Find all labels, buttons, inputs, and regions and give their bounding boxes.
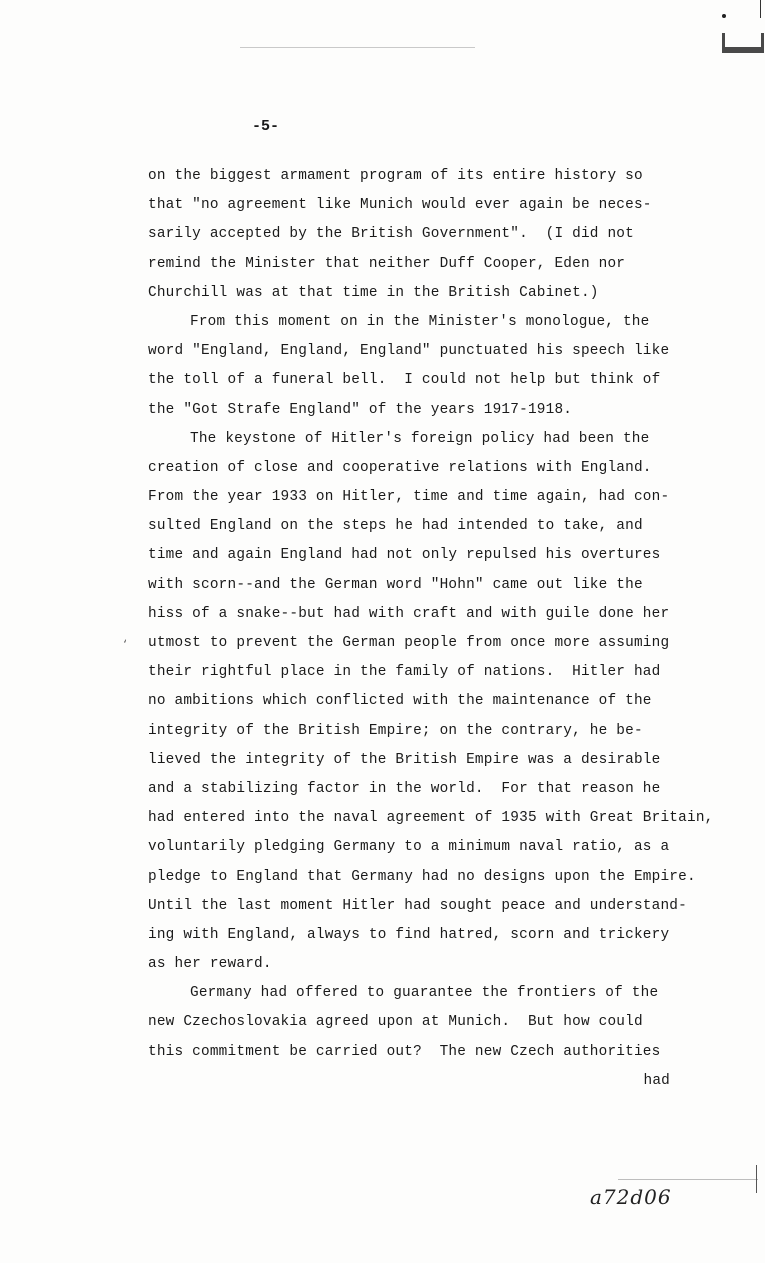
text-line: sulted England on the steps he had intended to take, and [148, 518, 643, 535]
text-line: sarily accepted by the British Government". (I did not [148, 226, 634, 243]
text-line: new Czechoslovakia agreed upon at Munich. But how could [148, 1014, 643, 1031]
catchword: had [643, 1072, 670, 1089]
paragraph-first-line: From this moment on in the Minister's monologue, the [190, 313, 650, 330]
text-line: with scorn--and the German word "Hohn" came out like the [148, 576, 643, 593]
corner-binding-mark [722, 33, 764, 53]
page-edge-mark [760, 0, 761, 18]
text-line: and a stabilizing factor in the world. For that reason he [148, 780, 661, 797]
text-line: ing with England, always to find hatred, scorn and trickery [148, 926, 670, 943]
bottom-scan-line [618, 1179, 758, 1180]
text-line: time and again England had not only repulsed his overtures [148, 547, 661, 564]
handwritten-annotation: a72d06 [590, 1185, 672, 1209]
text-line: lieved the integrity of the British Empire was a desirable [148, 751, 661, 768]
text-line: this commitment be carried out? The new Czech authorities [148, 1043, 661, 1060]
text-line: utmost to prevent the German people from once more assuming [148, 635, 670, 651]
page-edge-mark-lower [756, 1165, 757, 1193]
text-line: on the biggest armament program of its entire history so [148, 168, 643, 184]
text-line: voluntarily pledging Germany to a minimum naval ratio, as a [148, 839, 670, 856]
text-line: word "England, England, England" punctuated his speech like [148, 343, 670, 360]
text-line: creation of close and cooperative relations with England. [148, 459, 652, 476]
text-line: pledge to England that Germany had no designs upon the Empire. [148, 868, 696, 885]
margin-mark: ‘ [122, 640, 129, 651]
paragraph-first-line: Germany had offered to guarantee the frontiers of the [190, 985, 659, 1002]
document-body [148, 162, 765, 1096]
text-line: the toll of a funeral bell. I could not help but think of [148, 372, 661, 389]
text-line: as her reward. [148, 956, 272, 973]
text-line: Churchill was at that time in the British Cabinet.) [148, 284, 599, 301]
text-line: integrity of the British Empire; on the contrary, he be- [148, 722, 643, 739]
top-scan-line [240, 47, 475, 48]
text-line: had entered into the naval agreement of 1935 with Great Britain, [148, 810, 714, 827]
page-number: -5- [252, 118, 280, 135]
text-line: Until the last moment Hitler had sought peace and understand- [148, 897, 687, 914]
text-line: the "Got Strafe England" of the years 1917-1918. [148, 401, 573, 418]
text-line: that "no agreement like Munich would ever again be neces- [148, 197, 652, 214]
text-line: no ambitions which conflicted with the maintenance of the [148, 693, 652, 710]
text-line: their rightful place in the family of nations. Hitler had [148, 664, 661, 681]
text-line: remind the Minister that neither Duff Cooper, Eden nor [148, 255, 626, 272]
corner-mark-dot [722, 14, 726, 18]
paragraph-first-line: The keystone of Hitler's foreign policy had been the [190, 430, 650, 447]
text-line: hiss of a snake--but had with craft and with guile done her [148, 605, 670, 622]
text-line: From the year 1933 on Hitler, time and time again, had con- [148, 489, 670, 506]
